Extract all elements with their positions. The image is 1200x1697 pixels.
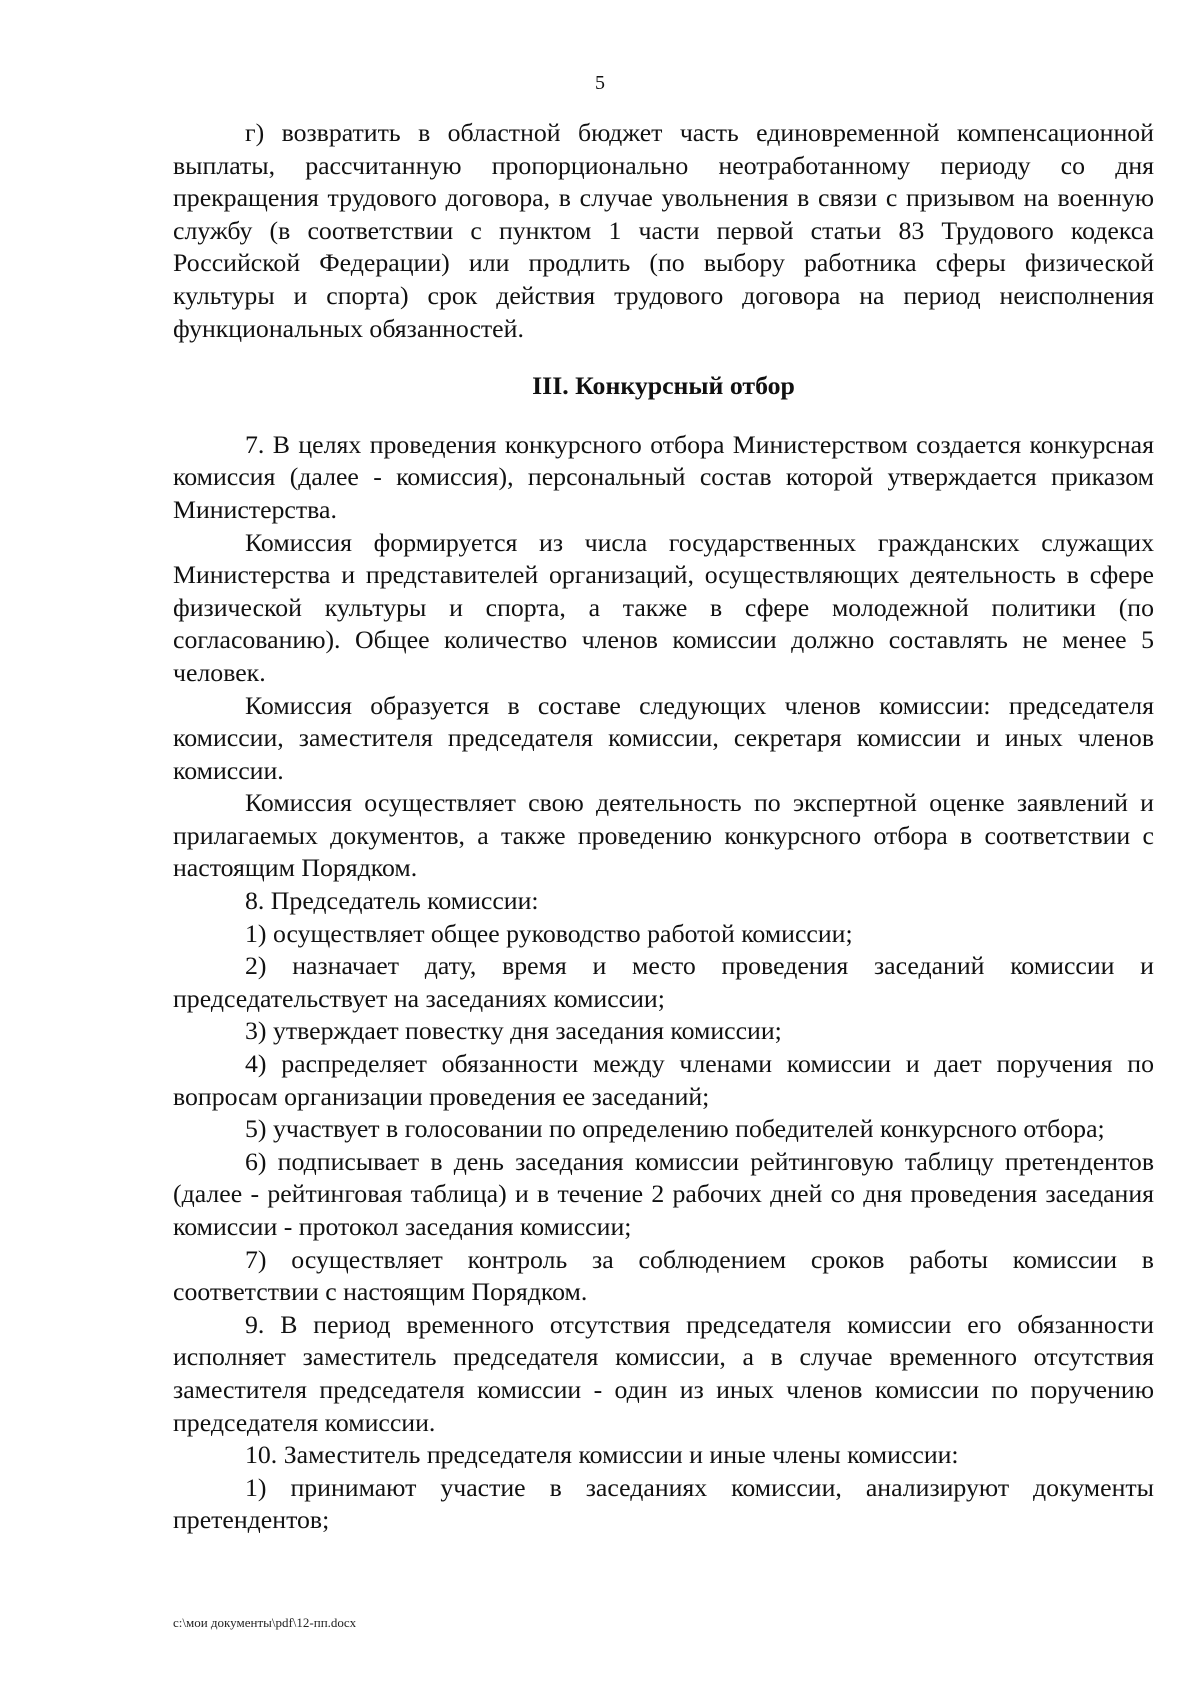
footer-file-path: c:\мои документы\pdf\12-пп.docx bbox=[173, 1615, 357, 1630]
list-item-8-2: 2) назначает дату, время и место проведения заседаний комиссии и председательствует на заседаниях комиссии; bbox=[173, 951, 1154, 1013]
list-item-8-3: 3) утверждает повестку дня заседания комиссии; bbox=[245, 1016, 782, 1046]
section-heading: III. Конкурсный отбор bbox=[532, 371, 795, 401]
page-number: 5 bbox=[595, 72, 605, 94]
document-body bbox=[173, 117, 1154, 1537]
paragraph-8: 8. Председатель комиссии: bbox=[245, 886, 539, 916]
paragraph-commission-composition: Комиссия образуется в составе следующих членов комиссии: председателя комиссии, заместителя председателя комиссии, секретаря комиссии и иных членов комиссии. bbox=[173, 690, 1154, 785]
list-item-8-7: 7) осуществляет контроль за соблюдением сроков работы комиссии в соответствии с настоящим Порядком. bbox=[173, 1244, 1154, 1307]
list-item-10-1: 1) принимают участие в заседаниях комиссии, анализируют документы претендентов; bbox=[173, 1472, 1154, 1535]
list-item-8-5: 5) участвует в голосовании по определению победителей конкурсного отбора; bbox=[245, 1114, 1105, 1144]
list-item-8-6: 6) подписывает в день заседания комиссии рейтинговую таблицу претендентов (далее - рейтинговая таблица) и в течение 2 рабочих дней со дня проведения заседания комиссии - протокол заседания комиссии; bbox=[173, 1146, 1154, 1241]
paragraph-7: 7. В целях проведения конкурсного отбора Министерством создается конкурсная комиссия (далее - комиссия), персональный состав которой утверждается приказом Министерства. bbox=[173, 429, 1154, 524]
list-item-8-1: 1) осуществляет общее руководство работой комиссии; bbox=[245, 918, 853, 948]
paragraph-commission-formation: Комиссия формируется из числа государственных гражданских служащих Министерства и представителей организаций, осуществляющих деятельность в сфере физической культуры и спорта, а также в сфере молодежной политики (по согласованию). Общее количество членов комиссии должно составлять не менее 5 человек. bbox=[173, 527, 1154, 687]
paragraph-10: 10. Заместитель председателя комиссии и иные члены комиссии: bbox=[245, 1440, 959, 1470]
paragraph-commission-activity: Комиссия осуществляет свою деятельность по экспертной оценке заявлений и прилагаемых документов, а также проведению конкурсного отбора в соответствии с настоящим Порядком. bbox=[173, 788, 1154, 883]
list-item-8-4: 4) распределяет обязанности между членами комиссии и дает поручения по вопросам организации проведения ее заседаний; bbox=[173, 1049, 1154, 1111]
paragraph-item-g: г) возвратить в областной бюджет часть единовременной компенсационной выплаты, рассчитанную пропорционально неотработанному периоду со дня прекращения трудового договора, в случае увольнения в связи с призывом на военную службу (в соответствии с пунктом 1 части первой статьи 83 Трудового кодекса Российской Федерации) или продлить (по выбору работника сферы физической культуры и спорта) срок действия трудового договора на период неисполнения функциональных обязанностей. bbox=[173, 118, 1154, 343]
paragraph-9: 9. В период временного отсутствия председателя комиссии его обязанности исполняет заместитель председателя комиссии, а в случае временного отсутствия заместителя председателя комиссии - один из иных членов комиссии по поручению председателя комиссии. bbox=[173, 1309, 1154, 1437]
